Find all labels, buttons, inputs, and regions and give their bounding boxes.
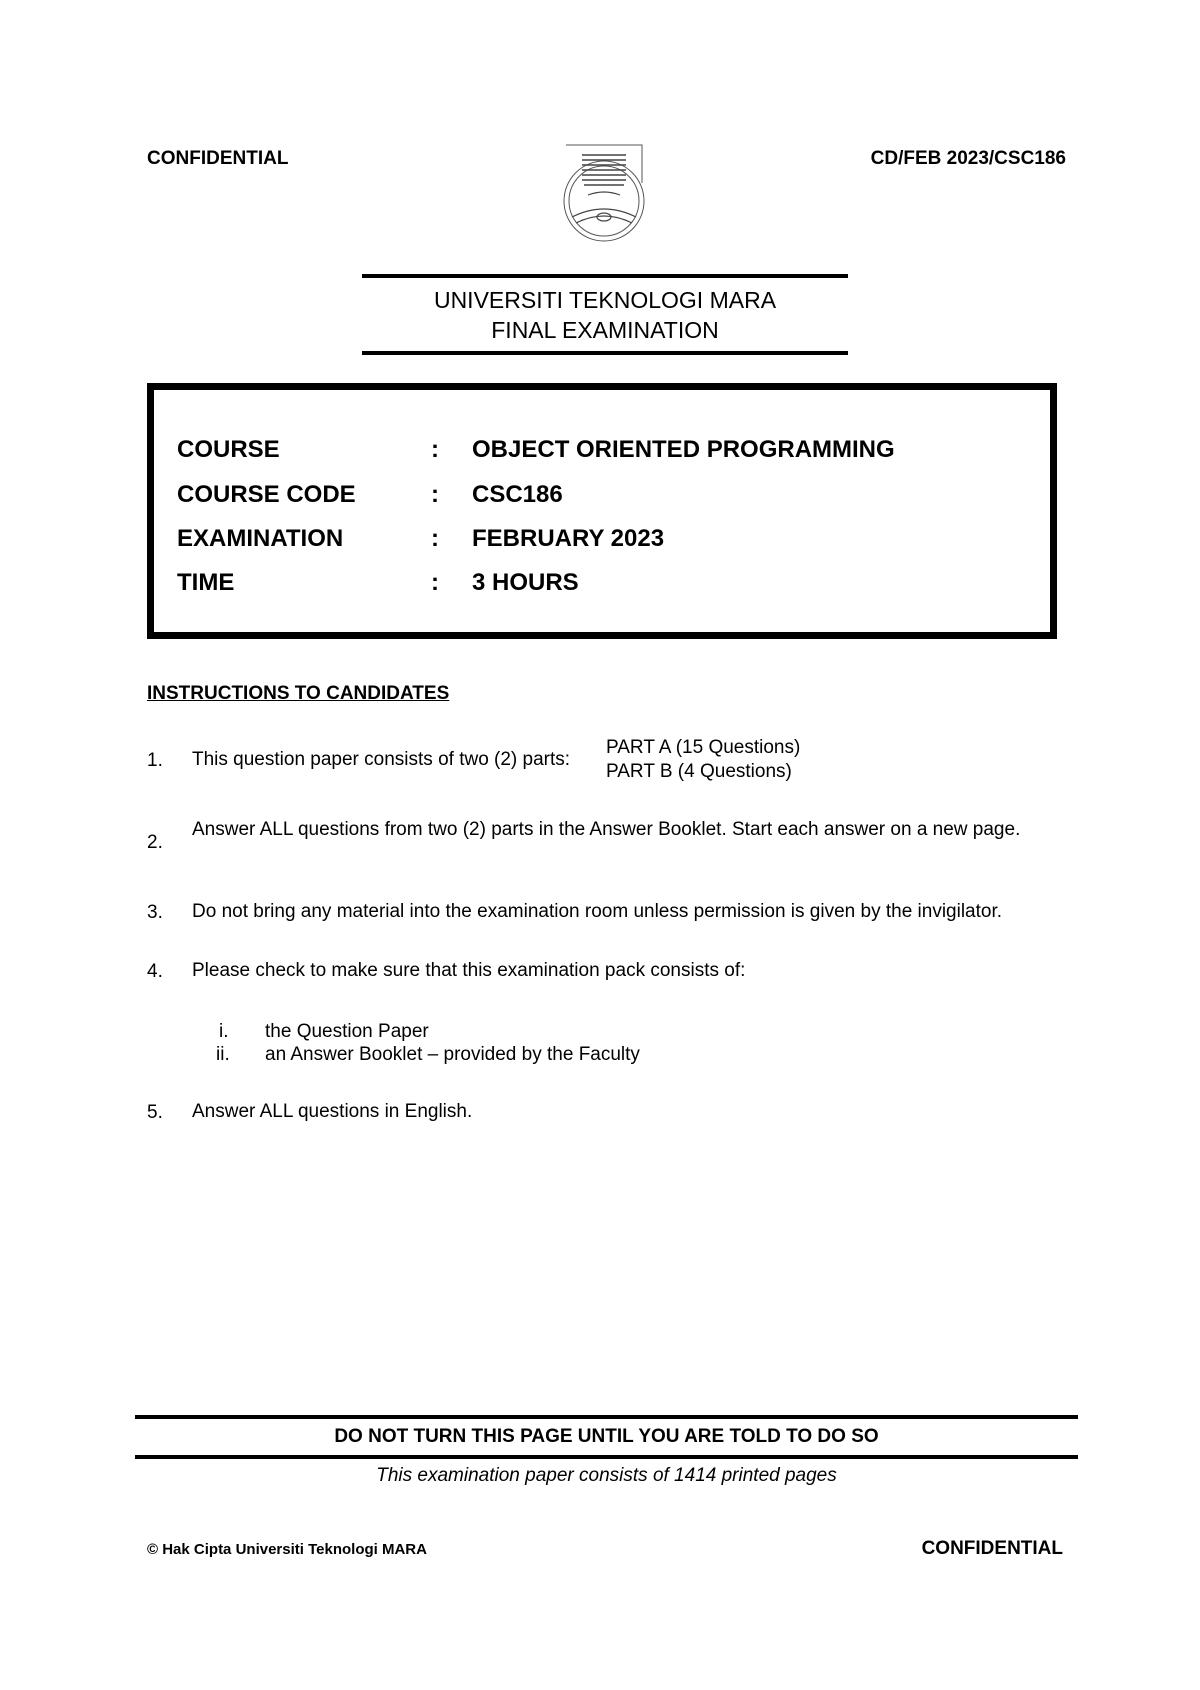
sub-item-number: ii.	[216, 1044, 230, 1065]
instruction-number: 5.	[147, 1102, 163, 1123]
examination-value: FEBRUARY 2023	[472, 525, 665, 552]
title-rule-bottom	[362, 351, 848, 355]
instruction-number: 1.	[147, 750, 163, 771]
exam-type: FINAL EXAMINATION	[491, 317, 719, 343]
instruction-number: 3.	[147, 902, 163, 923]
instructions-heading: INSTRUCTIONS TO CANDIDATES	[147, 683, 450, 704]
university-name: UNIVERSITI TEKNOLOGI MARA	[433, 287, 777, 313]
separator: :	[431, 569, 439, 596]
instruction-text: Answer ALL questions in English.	[192, 1101, 473, 1122]
title-rule-top	[362, 274, 848, 278]
university-crest-icon	[560, 143, 648, 250]
page-count-note: This examination paper consists of 1414 printed pages	[376, 1465, 837, 1486]
course-label: COURSE	[177, 436, 280, 463]
course-row	[154, 436, 1050, 468]
sub-item-number: i.	[219, 1021, 229, 1042]
instruction-text: This question paper consists of two (2) parts:	[192, 749, 571, 770]
instruction-text: Answer ALL questions from two (2) parts in the Answer Booklet. Start each answer on a new page.	[192, 819, 1021, 840]
sub-item-text: the Question Paper	[265, 1021, 429, 1042]
separator: :	[431, 525, 439, 552]
part-a: PART A (15 Questions)	[606, 737, 801, 758]
time-row	[154, 569, 1050, 601]
instruction-number: 4.	[147, 961, 163, 982]
separator: :	[431, 481, 439, 508]
copyright-notice: © Hak Cipta Universiti Teknologi MARA	[147, 1541, 427, 1558]
course-value: OBJECT ORIENTED PROGRAMMING	[472, 436, 895, 463]
footer-rule-top	[135, 1415, 1078, 1419]
sub-item-text: an Answer Booklet – provided by the Faculty	[265, 1044, 640, 1065]
title-block	[362, 285, 848, 345]
instruction-text: Do not bring any material into the examination room unless permission is given by the invigilator.	[192, 901, 1003, 922]
footer-warning: DO NOT TURN THIS PAGE UNTIL YOU ARE TOLD TO DO SO	[334, 1426, 879, 1447]
part-b: PART B (4 Questions)	[606, 761, 792, 782]
header-confidential: CONFIDENTIAL	[147, 148, 289, 169]
course-code-value: CSC186	[472, 481, 563, 508]
instruction-text: Please check to make sure that this examination pack consists of:	[192, 960, 746, 981]
header-paper-code: CD/FEB 2023/CSC186	[870, 148, 1066, 169]
course-code-label: COURSE CODE	[177, 481, 356, 508]
time-label: TIME	[177, 569, 235, 596]
footer-rule-bottom	[135, 1455, 1078, 1459]
course-info-box	[147, 383, 1057, 639]
course-code-row	[154, 481, 1050, 513]
examination-label: EXAMINATION	[177, 525, 344, 552]
examination-row	[154, 525, 1050, 557]
instruction-number: 2.	[147, 832, 163, 853]
footer-confidential: CONFIDENTIAL	[921, 1538, 1063, 1559]
separator: :	[431, 436, 439, 463]
time-value: 3 HOURS	[472, 569, 579, 596]
